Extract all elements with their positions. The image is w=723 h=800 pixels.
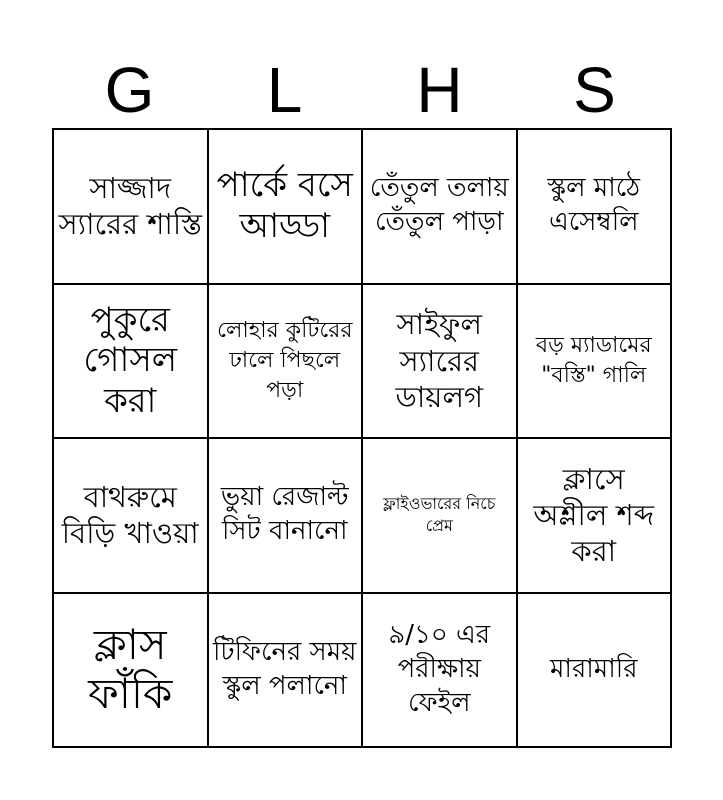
bingo-cell-r4c2[interactable]: টিফিনের সময় স্কুল পলানো — [209, 594, 364, 749]
header-letter-h: H — [416, 54, 463, 126]
bingo-cell-r2c1[interactable]: পুকুরে গোসল করা — [54, 285, 209, 440]
bingo-cell-r2c2[interactable]: লোহার কুটিরের ঢালে পিছলে পড়া — [209, 285, 364, 440]
bingo-cell-r1c4[interactable]: স্কুল মাঠে এসেম্বলি — [518, 130, 673, 285]
bingo-cell-r2c4[interactable]: বড় ম্যাডামের "বস্তি" গালি — [518, 285, 673, 440]
header-letter-s: S — [573, 54, 616, 126]
bingo-cell-r1c1[interactable]: সাজ্জাদ স্যারের শাস্তি — [54, 130, 209, 285]
header-letter-g: G — [104, 54, 155, 126]
bingo-header — [52, 52, 672, 128]
bingo-cell-r3c4[interactable]: ক্লাসে অশ্লীল শব্দ করা — [518, 439, 673, 594]
bingo-cell-r1c3[interactable]: তেঁতুল তলায় তেঁতুল পাড়া — [363, 130, 518, 285]
bingo-cell-r4c3[interactable]: ৯/১০ এর পরীক্ষায় ফেইল — [363, 594, 518, 749]
bingo-cell-r3c2[interactable]: ভুয়া রেজাল্ট সিট বানানো — [209, 439, 364, 594]
bingo-cell-r4c4[interactable]: মারামারি — [518, 594, 673, 749]
bingo-cell-r1c2[interactable]: পার্কে বসে আড্ডা — [209, 130, 364, 285]
bingo-cell-r2c3[interactable]: সাইফুল স্যারের ডায়লগ — [363, 285, 518, 440]
bingo-grid — [52, 128, 672, 748]
bingo-cell-r3c3[interactable]: ফ্লাইওভারের নিচে প্রেম — [363, 439, 518, 594]
header-letter-l: L — [266, 54, 303, 126]
bingo-cell-r3c1[interactable]: বাথরুমে বিড়ি খাওয়া — [54, 439, 209, 594]
bingo-cell-r4c1[interactable]: ক্লাস ফাঁকি — [54, 594, 209, 749]
